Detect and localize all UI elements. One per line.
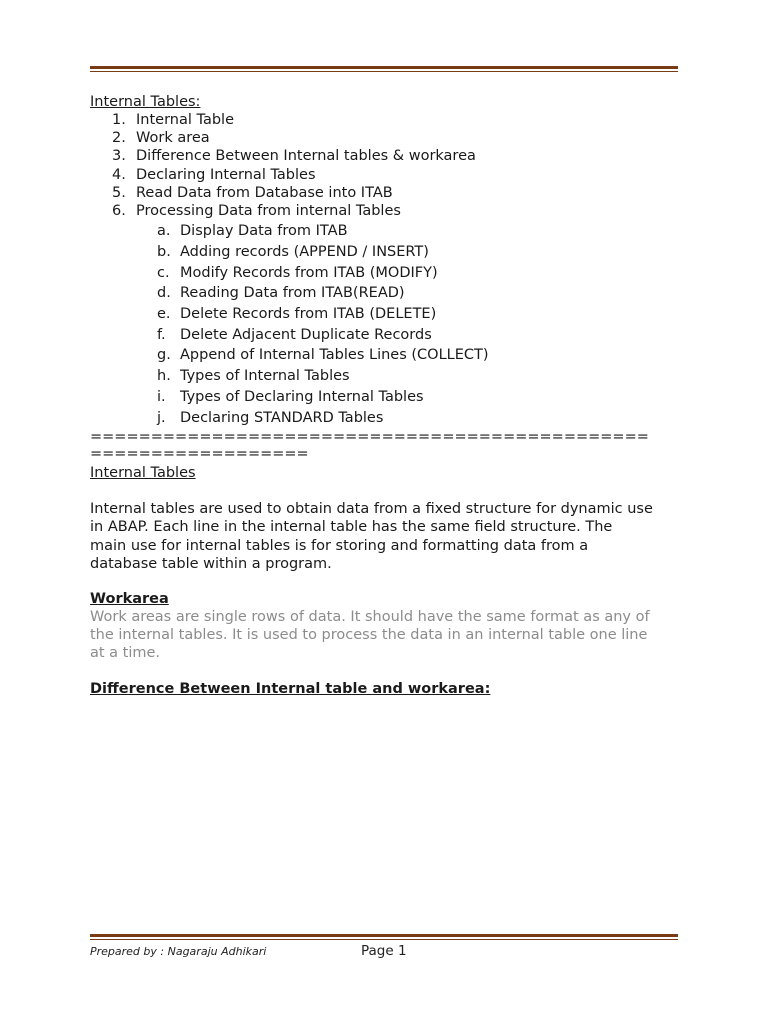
toc-subitem: j. Declaring STANDARD Tables: [157, 409, 384, 426]
toc-item: 6. Processing Data from internal Tables a. Display Data from ITAB b. Adding records (APPEND / INSERT) c. Modify Records from ITAB (MODIFY) d. Reading Data from ITAB(READ) e. Delete Records from ITAB (DELETE) f. Delete Adjacent Duplicate Records g. Append of Internal Tables Lines (COLLECT) h. Types of Internal Tables i. Types of Declaring Internal Tables j. Declaring STANDARD Tables: [90, 202, 690, 428]
toc-item: 1. Internal Table: [112, 112, 234, 128]
toc-list: [90, 111, 690, 428]
toc-item: 4. Declaring Internal Tables: [112, 166, 316, 183]
toc-subitem: g. Append of Internal Tables Lines (COLLECT): [157, 347, 489, 364]
toc-subitem: f. Delete Adjacent Duplicate Records: [157, 326, 432, 343]
toc-subitem: e. Delete Records from ITAB (DELETE): [157, 306, 437, 323]
section-heading-difference: Difference Between Internal table and workarea:: [90, 680, 491, 697]
section-heading-internal-tables: Internal Tables: [90, 465, 196, 482]
toc-item: 5. Read Data from Database into ITAB: [112, 184, 393, 201]
toc-subitem: i. Types of Declaring Internal Tables: [157, 388, 424, 405]
internal-tables-paragraph: Internal tables are used to obtain data from a fixed structure for dynamic use in ABAP. Each line in the internal table has the same field structure. The main use for internal tables is for storing and formatting data from a database table within a program.: [90, 501, 653, 572]
footer-page-number: Page 1: [361, 943, 407, 959]
toc-subitem: a. Display Data from ITAB: [157, 223, 348, 240]
toc-subitem: d. Reading Data from ITAB(READ): [157, 285, 405, 302]
footer-rule: [90, 934, 678, 941]
document-body: [90, 94, 690, 698]
toc-item: 2. Work area: [112, 130, 210, 147]
toc-sublist: [90, 221, 690, 428]
toc-subitem: c. Modify Records from ITAB (MODIFY): [157, 264, 438, 281]
toc-subitem: b. Adding records (APPEND / INSERT): [157, 243, 429, 260]
separator-line: ==================: [90, 446, 309, 463]
header-rule: [90, 66, 678, 73]
toc-subitem: h. Types of Internal Tables: [157, 368, 350, 385]
separator-line: ==============================================: [90, 429, 649, 446]
workarea-paragraph: Work areas are single rows of data. It should have the same format as any of the internal tables. It is used to process the data in an internal table one line at a time.: [90, 609, 650, 662]
toc-title: Internal Tables:: [90, 94, 201, 110]
toc-item: 3. Difference Between Internal tables & workarea: [112, 148, 476, 165]
footer-prepared-by: Prepared by : Nagaraju Adhikari: [90, 945, 267, 958]
section-heading-workarea: Workarea: [90, 591, 169, 608]
